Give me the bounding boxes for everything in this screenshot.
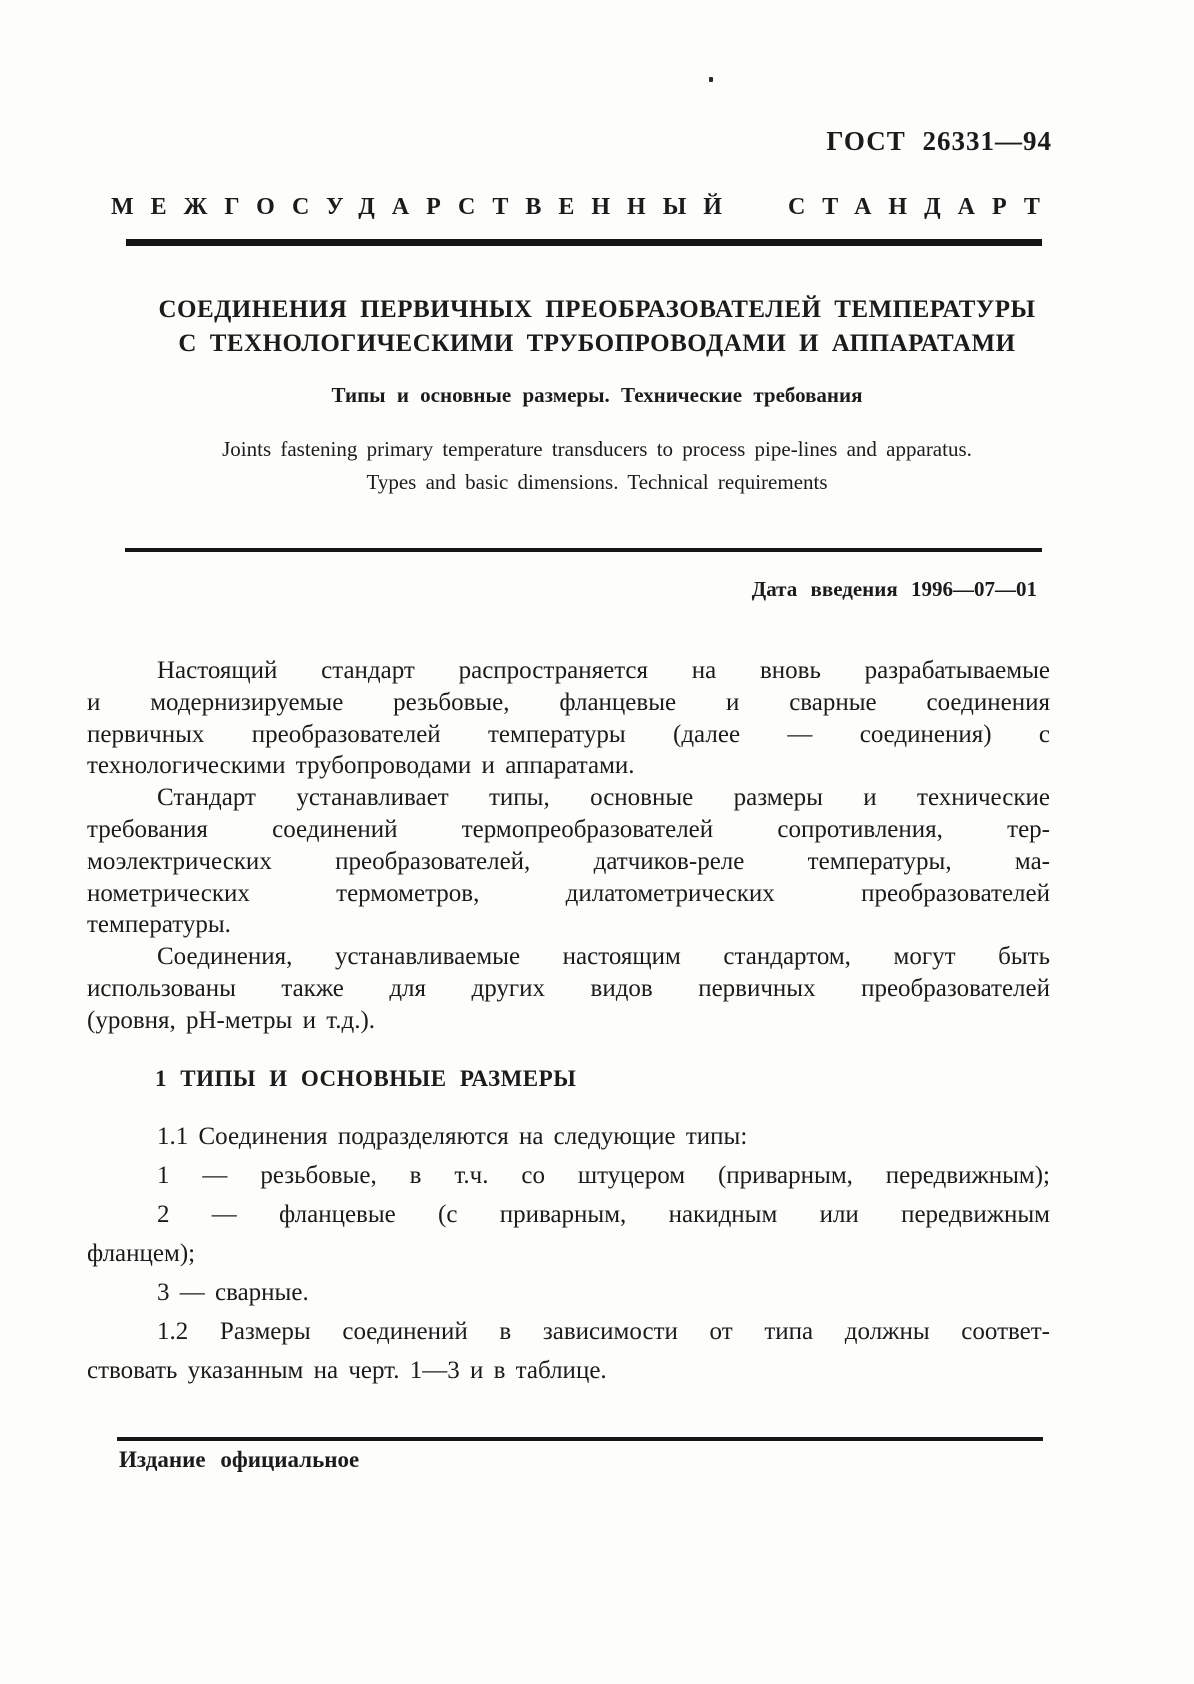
text-line: и модернизируемые резьбовые, фланцевые и сварные соединения — [87, 688, 1050, 716]
text-line: ствовать указанным на черт. 1—3 и в таблице. — [87, 1357, 607, 1384]
text-line: требования соединений термопреобразователей сопротивления, тер- — [87, 815, 1050, 843]
text-line: Соединения, устанавливаемые настоящим стандартом, могут быть — [157, 943, 1050, 971]
text-line: Настоящий стандарт распространяется на вновь разрабатываемые — [157, 657, 1050, 684]
subtitle-russian: Типы и основные размеры. Технические требования — [331, 383, 863, 407]
intro-paragraphs — [87, 655, 1050, 1037]
text-line: 1.2 Размеры соединений в зависимости от типа должны соответ- — [157, 1318, 1050, 1345]
section-1-heading: 1 ТИПЫ И ОСНОВНЫЕ РАЗМЕРЫ — [155, 1066, 577, 1091]
document-title-line: С ТЕХНОЛОГИЧЕСКИМИ ТРУБОПРОВОДАМИ И АППАРАТАМИ — [178, 330, 1016, 357]
document-title-line: СОЕДИНЕНИЯ ПЕРВИЧНЫХ ПРЕОБРАЗОВАТЕЛЕЙ ТЕМПЕРАТУРЫ — [158, 296, 1036, 323]
text-line: 1.1 Соединения подразделяются на следующие типы: — [157, 1123, 748, 1150]
scan-artifact-dot — [709, 77, 713, 82]
section-1-paragraphs — [87, 1117, 1050, 1390]
text-line: 3 — сварные. — [157, 1279, 309, 1306]
document-title — [92, 293, 1102, 361]
text-line: 1 — резьбовые, в т.ч. со штуцером (приварным, передвижным); — [157, 1162, 1050, 1189]
text-line: (уровня, pH-метры и т.д.). — [87, 1006, 376, 1034]
text-line: температуры. — [87, 911, 231, 939]
text-line: Стандарт устанавливает типы, основные размеры и технические — [157, 784, 1050, 812]
standard-type-banner: МЕЖГОСУДАРСТВЕННЫЙ СТАНДАРТ — [111, 194, 1057, 220]
footer-rule — [117, 1437, 1043, 1441]
banner-rule — [126, 239, 1042, 246]
text-line: первичных преобразователей температуры (далее — соединения) с — [87, 720, 1050, 748]
official-edition-label: Издание официальное — [119, 1447, 360, 1472]
text-line: моэлектрических преобразователей, датчиков-реле температуры, ма- — [87, 847, 1050, 875]
title-separator-rule — [125, 548, 1042, 552]
effective-date: Дата введения 1996—07—01 — [751, 577, 1037, 601]
subtitle-english-line: Joints fastening primary temperature transducers to process pipe-lines and apparatus. — [222, 437, 972, 461]
text-line: использованы также для других видов первичных преобразователей — [87, 974, 1050, 1002]
text-line: 2 — фланцевые (с приварным, накидным или передвижным — [157, 1201, 1050, 1228]
text-line: фланцем); — [87, 1240, 196, 1267]
subtitle-english-line: Types and basic dimensions. Technical requirements — [366, 470, 828, 494]
subtitle-english — [92, 433, 1102, 499]
text-line: технологическими трубопроводами и аппаратами. — [87, 752, 635, 780]
text-line: нометрических термометров, дилатометрических преобразователей — [87, 879, 1050, 907]
doc-number: ГОСТ 26331—94 — [826, 126, 1052, 156]
